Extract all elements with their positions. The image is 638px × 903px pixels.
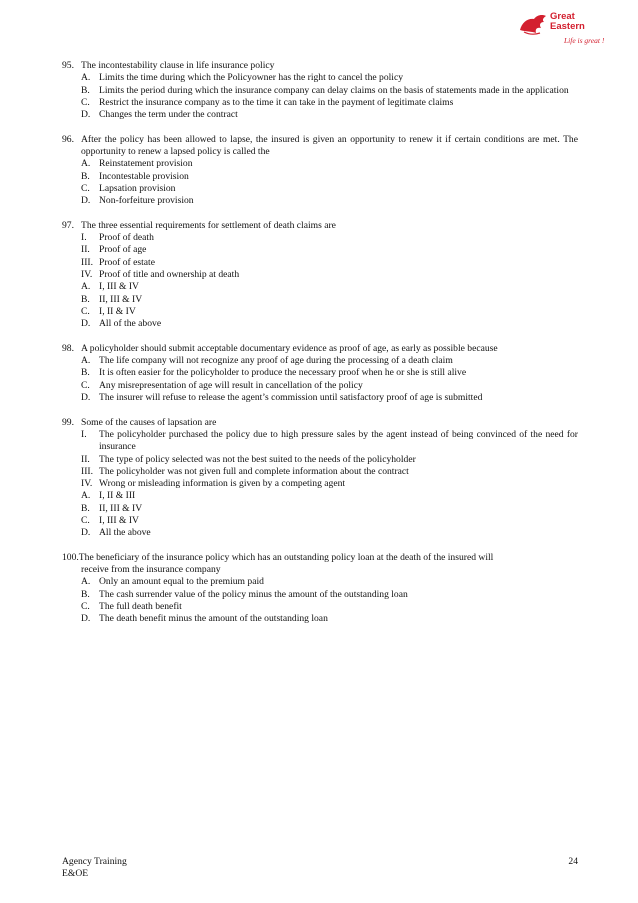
option-text: I, III & IV (99, 281, 139, 293)
option-row (62, 392, 578, 404)
option-label: IV. (81, 269, 93, 281)
option-label: III. (81, 256, 93, 268)
question-98 (62, 343, 578, 404)
option-row (62, 380, 578, 392)
question-text: The three essential requirements for settlement of death claims are (81, 219, 336, 231)
option-row (62, 232, 578, 244)
question-text: The beneficiary of the insurance policy which has an outstanding policy loan at the death of the insured will (78, 551, 494, 563)
option-text: Limits the period during which the insurance company can delay claims on the basis of statements made in the application (99, 84, 569, 96)
option-label: A. (81, 158, 91, 170)
option-row (62, 281, 578, 293)
question-text: A policyholder should submit acceptable documentary evidence as proof of age, as early as possible because (81, 342, 498, 354)
option-text: Proof of title and ownership at death (99, 269, 240, 281)
option-row (62, 85, 578, 97)
question-text: After the policy has been allowed to lapse, the insured is given an opportunity to renew it if certain conditions are met. The opportunity to renew a lapsed policy is called the (81, 133, 578, 158)
question-number: 95. (62, 60, 74, 71)
question-number: 100. (62, 551, 79, 563)
option-text: Restrict the insurance company as to the time it can take in the payment of legitimate claims (99, 96, 454, 108)
option-row (62, 318, 578, 330)
option-row (62, 367, 578, 379)
question-97 (62, 220, 578, 331)
option-text: The death benefit minus the amount of the outstanding loan (99, 613, 328, 625)
option-row (62, 306, 578, 318)
option-text: All of the above (99, 318, 162, 330)
option-label: B. (81, 84, 90, 96)
option-label: A. (81, 355, 91, 367)
question-number: 96. (62, 133, 74, 145)
option-label: C. (81, 182, 90, 194)
option-label: A. (81, 576, 91, 588)
brand-slogan: Life is great ! (564, 36, 605, 45)
option-text: The policyholder was not given full and complete information about the contract (99, 465, 409, 477)
option-label: I. (81, 428, 87, 440)
question-96 (62, 134, 578, 208)
question-100 (62, 552, 578, 626)
option-label: D. (81, 109, 91, 121)
option-text: Changes the term under the contract (99, 109, 238, 121)
option-row (62, 257, 578, 269)
brand-name (550, 12, 614, 32)
question-text-continued: receive from the insurance company (81, 564, 221, 576)
option-row (62, 601, 578, 613)
footer-left (62, 856, 127, 881)
option-row (62, 244, 578, 256)
brand-line-2: Eastern (550, 21, 585, 32)
option-row (62, 269, 578, 281)
option-row (62, 576, 578, 588)
option-row (62, 478, 578, 490)
option-label: II. (81, 453, 90, 465)
option-label: A. (81, 490, 91, 502)
option-label: D. (81, 527, 91, 539)
option-label: C. (81, 601, 90, 613)
option-text: Wrong or misleading information is given by a competing agent (99, 478, 346, 490)
brand-line-1: Great (550, 11, 575, 22)
option-row (62, 503, 578, 515)
option-row (62, 515, 578, 527)
option-label: B. (81, 293, 90, 305)
option-text: Proof of estate (99, 256, 155, 268)
option-label: III. (81, 465, 93, 477)
option-row (62, 109, 578, 121)
option-row (62, 158, 578, 170)
lion-icon (518, 12, 548, 36)
page-number: 24 (568, 856, 578, 867)
option-row (62, 490, 578, 502)
option-label: B. (81, 588, 90, 600)
option-label: II. (81, 244, 90, 256)
question-99 (62, 417, 578, 540)
option-label: D. (81, 392, 91, 404)
option-text: I, II & IV (99, 305, 136, 317)
option-text: The type of policy selected was not the best suited to the needs of the policyholder (99, 453, 416, 465)
footer-disclaimer: E&OE (62, 868, 89, 880)
option-label: C. (81, 305, 90, 317)
question-text: The incontestability clause in life insurance policy (81, 60, 275, 71)
option-row (62, 589, 578, 601)
question-number: 99. (62, 416, 74, 428)
option-text: Limits the time during which the Policyowner has the right to cancel the policy (99, 72, 403, 84)
question-list (62, 60, 578, 638)
option-text: The cash surrender value of the policy minus the amount of the outstanding loan (99, 588, 408, 600)
option-label: A. (81, 281, 91, 293)
option-label: D. (81, 195, 91, 207)
option-row (62, 171, 578, 183)
option-row (62, 355, 578, 367)
option-row (62, 97, 578, 109)
option-text: The full death benefit (99, 601, 182, 613)
option-label: B. (81, 367, 90, 379)
option-row (62, 527, 578, 539)
option-text: Only an amount equal to the premium paid (99, 576, 264, 588)
option-row (62, 294, 578, 306)
question-text: Some of the causes of lapsation are (81, 416, 217, 428)
option-label: A. (81, 72, 91, 84)
option-text: All the above (99, 527, 151, 539)
option-text: Proof of age (99, 244, 147, 256)
option-row (62, 195, 578, 207)
company-logo (518, 10, 614, 54)
option-text: Non-forfeiture provision (99, 195, 194, 207)
option-row (62, 466, 578, 478)
option-row (62, 613, 578, 625)
option-row (62, 72, 578, 84)
option-label: D. (81, 613, 91, 625)
option-label: B. (81, 502, 90, 514)
option-text: Any misrepresentation of age will result in cancellation of the policy (99, 379, 363, 391)
option-row (62, 183, 578, 195)
footer-title: Agency Training (62, 856, 127, 867)
option-row (62, 429, 578, 454)
option-text: It is often easier for the policyholder to produce the necessary proof when he or she is still alive (99, 367, 467, 379)
option-label: D. (81, 318, 91, 330)
option-text: The policyholder purchased the policy due to high pressure sales by the agent instead of being convinced of the need for insurance (99, 428, 578, 453)
option-label: C. (81, 514, 90, 526)
option-text: II, III & IV (99, 293, 143, 305)
option-row (62, 454, 578, 466)
question-95 (62, 60, 578, 121)
option-text: The life company will not recognize any proof of age during the processing of a death claim (99, 355, 453, 367)
option-text: II, III & IV (99, 502, 143, 514)
option-text: Lapsation provision (99, 182, 176, 194)
question-number: 97. (62, 219, 74, 231)
question-number: 98. (62, 342, 74, 354)
option-text: Proof of death (99, 232, 154, 244)
option-label: I. (81, 232, 87, 244)
option-label: C. (81, 96, 90, 108)
option-label: IV. (81, 478, 93, 490)
option-text: The insurer will refuse to release the agent’s commission until satisfactory proof of age is submitted (99, 392, 483, 404)
option-text: I, III & IV (99, 514, 139, 526)
option-text: Incontestable provision (99, 170, 189, 182)
option-label: B. (81, 170, 90, 182)
option-text: I, II & III (99, 490, 136, 502)
option-text: Reinstatement provision (99, 158, 193, 170)
option-label: C. (81, 379, 90, 391)
